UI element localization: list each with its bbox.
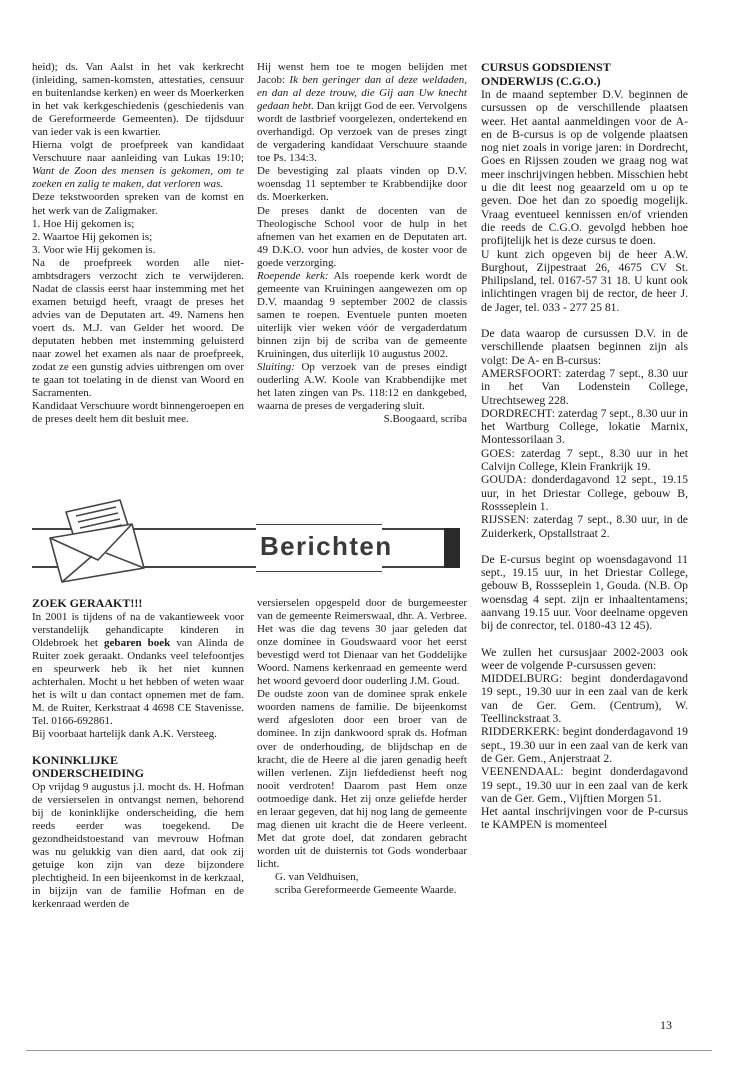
paragraph: Deze tekstwoorden spreken van de komst en het werk van de Zaligmaker. — [32, 191, 244, 217]
section-heading — [32, 754, 244, 781]
column-1-bottom — [32, 597, 244, 911]
divider — [26, 1050, 712, 1051]
banner-block — [444, 528, 460, 568]
paragraph: De bevestiging zal plaats vinden op D.V. woensdag 11 september te Krabbendijke door ds. Moerkerken. — [257, 165, 467, 204]
course-item: DORDRECHT: zaterdag 7 sept., 8.30 uur in het Wartburg College, lokatie Marnix, Montessorilaan 3. — [481, 406, 688, 447]
course-item: MIDDELBURG: begint donderdagavond 19 sept., 19.30 uur in een zaal van de kerk van de Ger. Gem. (Centrum), W. Teellinckstraat 3. — [481, 672, 688, 726]
heading-line: CURSUS GODSDIENST — [481, 60, 611, 74]
paragraph-text: Hierna volgt de proefpreek van kandidaat Verschuure naar aanleiding van Lukas 19:10; — [32, 139, 244, 165]
paragraph: versierselen opgespeld door de burgemeester van de gemeente Reimerswaal, dhr. A. Verbree. Het was die dag tevens 30 jaar geleden dat onze dominee in Goudswaard voor het eerst bevestigd werd tot Dienaar van het Goddelijke Woord. Namens kerkenraad en gemeente werd het woord gevoerd door ouderling J.M. Goud. — [257, 597, 467, 688]
bold-text: gebaren boek — [103, 636, 171, 649]
paragraph — [257, 361, 467, 413]
list-item: 3. Voor wie Hij gekomen is. — [32, 243, 156, 256]
paragraph: Na de proefpreek worden alle niet-ambtsdragers verzocht zich te verwijderen. Nadat de classis eerst haar instemming met het examen betuigd heeft, vraagt de preses het advies van de Deputaten art. 49. Namens hen voert ds. M.J. van Gelder het woord. De deputaten hebben met instemming geluisterd naar zowel het examen als naar de proefpreek, zodat ze een gunstig advies uitbrengen om over te gaan tot toelating in de dienst van Woord en Sacramenten. — [32, 256, 244, 400]
scripture-quote: Want de Zoon des mensen is gekomen, om te zoeken en zalig te maken, dat verloren was. — [32, 165, 244, 191]
column-3 — [481, 61, 688, 832]
paragraph — [32, 139, 244, 191]
paragraph: We zullen het cursusjaar 2002-2003 ook weer de volgende P-cursussen geven: — [481, 645, 688, 672]
envelope-letter-icon — [36, 498, 156, 586]
list-item: 2. Waartoe Hij gekomen is; — [32, 230, 153, 243]
scripture-quote: Ik ben geringer dan al deze weldaden, en dan al deze trouw, die Gij aan Uw knecht gedaan hebt. — [257, 74, 467, 113]
paragraph-text: Op verzoek van de preses eindigt ouderling A.W. Koole van Krabbendijke met het laten zingen van Ps. 118:12 en dankgebed, waarna de preses de vergadering sluit. — [257, 361, 467, 413]
paragraph — [32, 611, 244, 728]
paragraph: heid); ds. Van Aalst in het vak kerkrecht (inleiding, samen-komsten, attestaties, censuur en buitenlandse kerken) en weer ds Moerkerken in het vak kerkgeschiedenis (geschiedenis van de Gereformeerde Gemeenten). De tijdsduur van ieder vak is een kwartier. — [32, 61, 244, 139]
paragraph-text: In 2001 is tijdens of na de vakantieweek voor verstandelijk gehandicapte kinderen in Oldebroek het — [32, 610, 244, 649]
column-1-top — [32, 61, 244, 426]
paragraph: Op vrijdag 9 augustus j.l. mocht ds. H. Hofman de versierselen in ontvangst nemen, behorend bij de koninklijke onderscheiding, die hem reeds eerder was toegekend. De gezondheidstoestand van mevrouw Hofman was nu gelukkig van dien aard, dat ook zij getuige kon zijn van deze bijzondere plechtigheid. In een bijeenkomst in de kerkzaal, in bijzijn van de familie Hofman en de kerkenraad werden de — [32, 780, 244, 911]
course-item: AMERSFOORT: zaterdag 7 sept., 8.30 uur in het Van Lodenstein College, Utrechtseweg 228. — [481, 366, 688, 407]
section-heading: ZOEK GERAAKT!!! — [32, 596, 143, 610]
column-2-bottom — [257, 597, 467, 897]
course-item: VEENENDAAL: begint donderdagavond 19 sept., 19.30 uur in een zaal van de kerk van de Ger. Gem., Vijftien Morgen 51. — [481, 765, 688, 805]
paragraph-text: van Alinda de Ruiter zoek geraakt. Ondanks veel telefoontjes en speurwerk heb ik het niet kunnen achterhalen. Mocht u het hebben of weten waar het is wilt u dan contact opnemen met de fam. M. de Ruiter, Kerkstraat 4 4698 CE Stavenisse. Tel. 0166-692861. — [32, 636, 245, 727]
signature: scriba Gereformeerde Gemeente Waarde. — [275, 884, 457, 897]
section-banner — [32, 498, 458, 588]
paragraph-text: Dan krijgt God de eer. Vervolgens wordt de lastbrief voorgelezen, ondertekend en overhandigd. Op verzoek van de preses zingt de vergadering kandidaat Verschuure staande toe Ps. 134:3. — [257, 100, 467, 165]
banner-title: Berichten — [260, 531, 393, 561]
paragraph — [257, 61, 467, 165]
paragraph — [257, 270, 467, 361]
paragraph: De oudste zoon van de dominee sprak enkele woorden namens de familie. De bijeenkomst werd afgesloten door een broer van de dominee. In zijn dankwoord sprak ds. Hofman over de onderhouding, de blijdschap en de kracht, die de Heere al die jaren genadig heeft willen verlenen. Zijn liefdedienst heeft nog nooit verdroten! Daarom past Hem onze ootmoedige dank. Het zij onze geliefde herder en leraar gegeven, dat hij nog lang de gemeente mag dienen uit kracht die de Heere verleent. Met dat grote doel, dat zondaren gebracht worden uit de duisternis tot Gods wonderbaar licht. — [257, 688, 467, 870]
paragraph: Het aantal inschrijvingen voor de P-cursus te KAMPEN is momenteel — [481, 805, 688, 832]
heading-line: ONDERSCHEIDING — [32, 766, 145, 781]
course-item: RIJSSEN: zaterdag 7 sept., 8.30 uur, in de Zuiderkerk, Opstallstraat 2. — [481, 513, 688, 540]
course-item: GOUDA: donderdagavond 12 sept., 19.15 uur, in het Driestar College, gebouw B, Rossseplein 1. — [481, 473, 688, 513]
inline-label: Roepende kerk: — [257, 269, 329, 282]
paragraph-text: Als roepende kerk wordt de gemeente van Kruiningen aangewezen om op D.V. maandag 9 september 2002 de classis samen te roepen. Eventuele punten moeten uiterlijk vier weken vóór de vergaderdatum binnen zijn bij de scriba van de gemeente Kruiningen, dus uiterlijk 10 augustus 2002. — [257, 269, 467, 361]
paragraph: De E-cursus begint op woensdagavond 11 sept., 19.15 uur, in het Driestar College, gebouw B, Rossseplein 1, Gouda. (N.B. Op woensdag 4 sept. zijn er inhaaltentamens; aanvang 19.15 uur. Voor deelname opgeven bij de conrector, tel. 0180-43 12 45). — [481, 552, 688, 633]
paragraph: Kandidaat Verschuure wordt binnengeroepen en de preses deelt hem dit besluit mee. — [32, 400, 244, 426]
section-heading — [481, 61, 688, 88]
course-item: GOES: zaterdag 7 sept., 8.30 uur in het Calvijn College, Klein Frankrijk 19. — [481, 446, 688, 474]
paragraph: Bij voorbaat hartelijk dank A.K. Versteeg. — [32, 727, 217, 740]
signature: G. van Veldhuisen, — [275, 870, 359, 883]
heading-line: KONINKLIJKE — [32, 752, 119, 767]
page-number: 13 — [660, 1018, 672, 1032]
list-item: 1. Hoe Hij gekomen is; — [32, 217, 135, 230]
inline-label: Sluiting: — [257, 361, 295, 374]
course-item: RIDDERKERK: begint donderdagavond 19 sept., 19.30 uur in een zaal van de kerk van de Ger. Gem., Anjerstraat 2. — [481, 725, 688, 765]
paragraph: U kunt zich opgeven bij de heer A.W. Burghout, Zijpestraat 26, 4675 CV St. Philipsland, tel. 0167-57 31 18. U kunt ook inlichtingen vragen bij de rector, de heer J. de Jager, tel. 033 - 277 25 81. — [481, 247, 688, 314]
paragraph: De data waarop de cursussen D.V. in de verschillende plaatsen beginnen zijn als volgt: De A- en B-cursus: — [481, 327, 688, 367]
column-2-top — [257, 61, 467, 426]
heading-line: ONDERWIJS (C.G.O.) — [481, 73, 601, 88]
paragraph-text: Hij wenst hem toe te mogen belijden met Jacob: — [257, 61, 467, 87]
paragraph: In de maand september D.V. beginnen de cursussen op de verschillende plaatsen weer. Het aantal aanmeldingen voor de A- en de B-cursus is op de volgende plaatsen nog niet zoals in vorige jaren: in Dordrecht, Goes en Rijssen zouden we graag nog wat meer inschrijvingen hebben. Misschien hebt u die dit leest nog geaarzeld om u op te geven. Doe het dan zo spoedig mogelijk. Vraag eventueel kennissen en/of vrienden die reeds de C.G.O. gevolgd hebben hoe profijtelijk het is deze cursus te doen. — [481, 88, 688, 248]
paragraph: De preses dankt de docenten van de Theologische School voor de hulp in het afnemen van het examen en de Deputaten art. 49 D.K.O. voor hun advies, de koster voor de goede verzorging. — [257, 204, 467, 269]
signature: S.Boogaard, scriba — [383, 413, 467, 426]
